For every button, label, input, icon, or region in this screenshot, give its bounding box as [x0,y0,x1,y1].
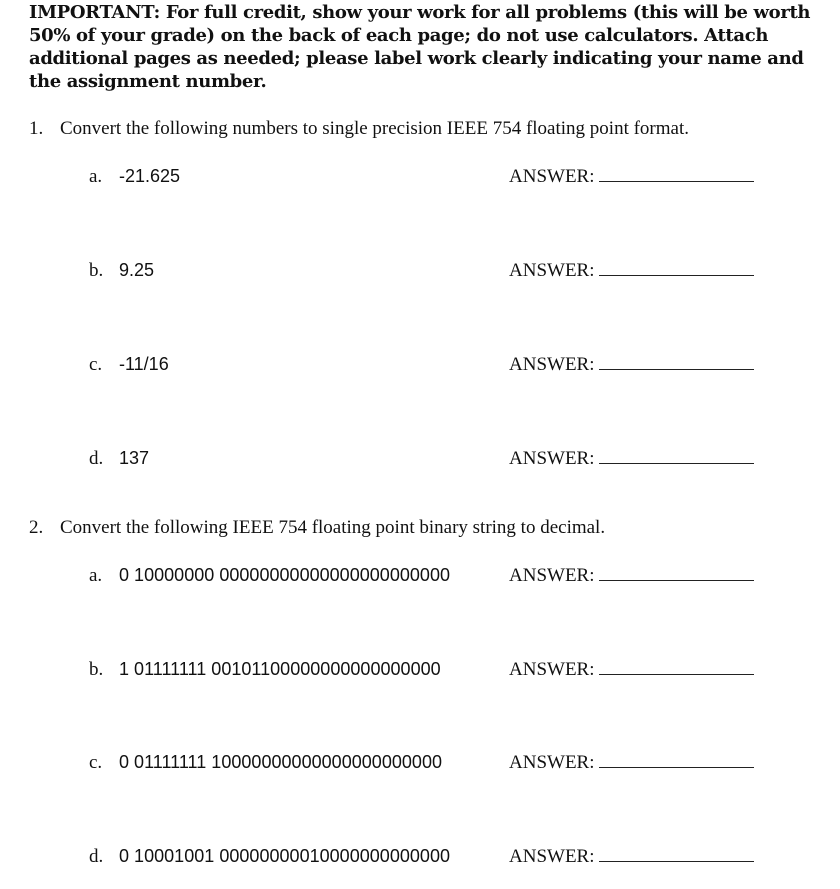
item-value: 137 [119,448,150,468]
question-text: Convert the following numbers to single precision IEEE 754 floating point format. [60,118,689,139]
q1-d-answer [509,446,754,471]
question-number: 2. [29,517,44,538]
item-value: 0 01111111 10000000000000000000000 [119,752,443,772]
item-value: 0 10000000 00000000000000000000000 [119,565,451,585]
item-letter: c. [89,752,103,773]
q1-b-answer [509,258,754,283]
answer-label: ANSWER: [509,354,595,375]
item-letter: d. [89,846,104,867]
item-letter: b. [89,659,104,680]
answer-blank[interactable] [599,844,754,862]
answer-blank[interactable] [599,750,754,768]
item-value: 9.25 [119,260,155,280]
question-number: 1. [29,118,44,139]
q1-a-answer [509,164,754,189]
item-letter: d. [89,448,104,469]
item-letter: a. [89,565,103,586]
q2-b-answer [509,657,754,682]
q2-item-a [89,563,450,588]
answer-blank[interactable] [599,563,754,581]
answer-blank[interactable] [599,657,754,675]
item-value: -21.625 [119,166,181,186]
answer-blank[interactable] [599,352,754,370]
q1-item-b [89,258,154,283]
item-letter: b. [89,260,104,281]
q1-c-answer [509,352,754,377]
answer-label: ANSWER: [509,846,595,867]
answer-blank[interactable] [599,446,754,464]
answer-label: ANSWER: [509,166,595,187]
answer-label: ANSWER: [509,565,595,586]
q2-a-answer [509,563,754,588]
item-letter: c. [89,354,103,375]
q2-c-answer [509,750,754,775]
item-letter: a. [89,166,103,187]
item-value: -11/16 [119,354,169,374]
answer-blank[interactable] [599,164,754,182]
question-1-prompt [29,117,689,141]
item-value: 1 01111111 00101100000000000000000 [119,659,441,679]
answer-label: ANSWER: [509,659,595,680]
q2-item-c [89,750,442,775]
q1-item-a [89,164,180,189]
answer-label: ANSWER: [509,448,595,469]
answer-blank[interactable] [599,258,754,276]
instructions: IMPORTANT: For full credit, show your work for all problems (this will be worth 50% of your grade) on the back of each page; do not use calculators. Attach additional pages as needed; please label work clearly indicating your name and the assignment number. [29,2,811,92]
q2-d-answer [509,844,754,869]
q2-item-d [89,844,450,869]
answer-label: ANSWER: [509,260,595,281]
q2-item-b [89,657,441,682]
answer-label: ANSWER: [509,752,595,773]
q1-item-c [89,352,169,377]
question-text: Convert the following IEEE 754 floating point binary string to decimal. [60,517,606,538]
q1-item-d [89,446,149,471]
item-value: 0 10001001 00000000010000000000000 [119,846,451,866]
question-2-prompt [29,516,605,540]
